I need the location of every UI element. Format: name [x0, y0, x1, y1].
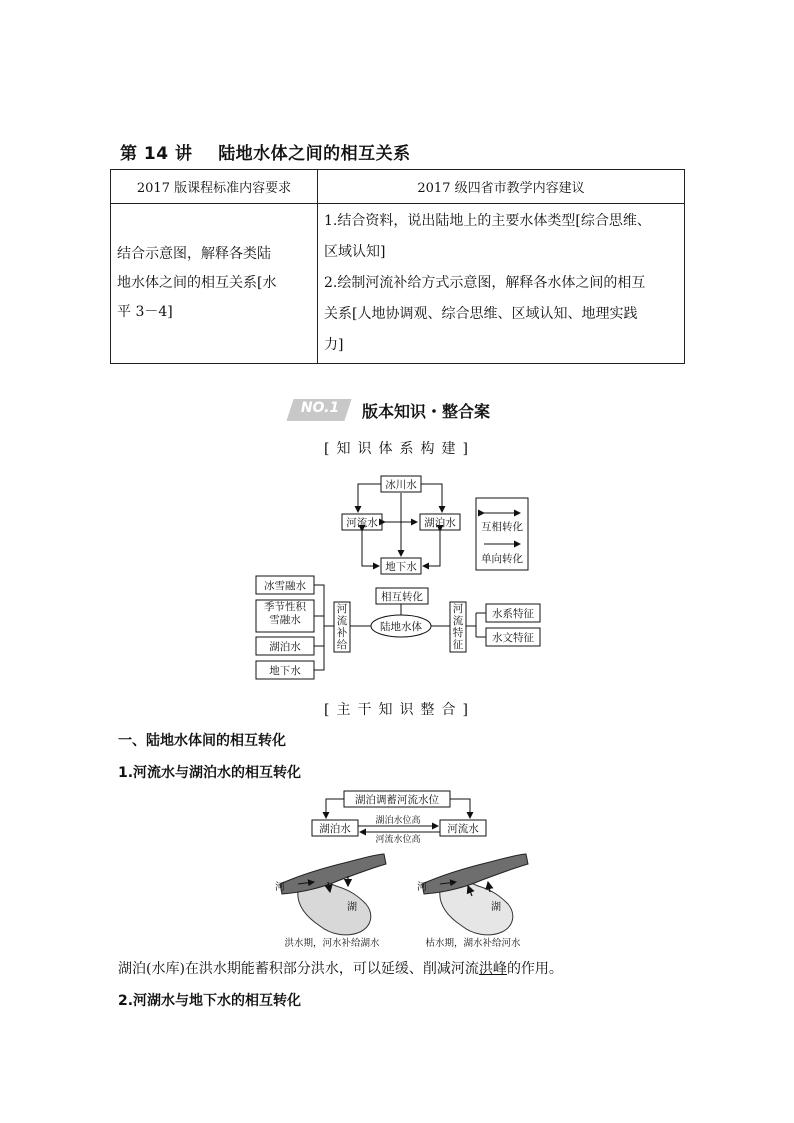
- arrow-upper-label: 湖泊水位高: [375, 816, 421, 826]
- section-heading: 一、陆地水体间的相互转化: [118, 733, 286, 749]
- dry-caption: 枯水期，湖水补给河水: [425, 938, 521, 949]
- flood-period-figure: [280, 854, 386, 935]
- supply-bracket: [314, 585, 334, 670]
- exchange-top-label: 湖泊调蓄河流水位: [355, 794, 439, 806]
- standard-line: 结合示意图，解释各类陆: [117, 246, 271, 262]
- node-lake-label: 湖泊水: [424, 517, 456, 529]
- body-paragraph: [118, 958, 563, 978]
- standard-line: 地水体之间的相互关系[水: [117, 275, 277, 291]
- suggestion-line: 力]: [324, 337, 344, 353]
- lesson-topic: 陆地水体之间的相互关系: [218, 144, 411, 164]
- standard-line: 平 3－4]: [117, 304, 173, 320]
- supply-item-label: 地下水: [269, 665, 301, 677]
- node-groundwater-label: 地下水: [385, 561, 417, 573]
- subsection-heading: 1.河流水与湖泊水的相互转化: [118, 765, 302, 781]
- concept-map: [250, 470, 550, 685]
- node-glacier-label: 冰川水: [385, 479, 417, 491]
- flood-river-label: 河: [275, 882, 285, 893]
- node-river-label: 河流水: [346, 517, 378, 529]
- feature-bracket: [466, 613, 486, 637]
- dry-period-figure: [422, 854, 528, 935]
- subhead-knowledge-system: [知识体系构建]: [324, 441, 475, 457]
- teaching-suggestion-cell: [318, 204, 685, 364]
- arrow-glacier-to-lake: [421, 484, 442, 512]
- banner-title: 版本知识・整合案: [362, 402, 491, 421]
- banner-badge-label: NO.1: [300, 400, 340, 416]
- table-header-standard: 2017 版课程标准内容要求: [111, 170, 318, 204]
- supply-item-label: 湖泊水: [269, 641, 301, 653]
- lesson-title: [120, 139, 411, 164]
- suggestion-line: 区域认知]: [324, 244, 386, 260]
- lake-river-figures: [268, 846, 538, 951]
- supply-item-label: 季节性积雪融水: [264, 601, 306, 626]
- suggestion-line: 2.绘制河流补给方式示意图，解释各水体之间的相互: [324, 275, 646, 291]
- paragraph-text: 湖泊(水库)在洪水期能蓄积部分洪水，可以延缓、削减河流: [118, 961, 479, 977]
- exchange-right-label: 河流水: [447, 823, 479, 835]
- exchange-left-label: 湖泊水: [319, 823, 351, 835]
- suggestion-line: 1.结合资料，说出陆地上的主要水体类型[综合思维、: [324, 213, 651, 229]
- feature-item-label: 水文特征: [492, 632, 534, 644]
- mutual-transform-label: 相互转化: [381, 591, 423, 603]
- arrow-lower-label: 河流水位高: [375, 835, 421, 844]
- arrow-glacier-to-river: [358, 484, 381, 512]
- river-supply-label: 河流补给: [336, 603, 348, 651]
- table-header-suggestion: 2017 级四省市教学内容建议: [318, 170, 685, 204]
- flood-lake-label: 湖: [347, 902, 357, 913]
- paragraph-underlined-term: 洪峰: [478, 961, 507, 977]
- paragraph-text-end: 的作用。: [506, 961, 563, 977]
- legend-mutual-label: 互相转化: [481, 521, 523, 533]
- legend-oneway-label: 单向转化: [481, 553, 523, 565]
- arrow-river-groundwater-mutual: [362, 531, 379, 566]
- standard-requirement-cell: [111, 204, 318, 364]
- exchange-diagram: [300, 786, 500, 844]
- dry-river-label: 河: [417, 882, 427, 893]
- suggestion-line: 关系[人地协调观、综合思维、区域认知、地理实践: [324, 306, 638, 322]
- standards-table: [110, 169, 685, 364]
- feature-item-label: 水系特征: [492, 608, 534, 620]
- supply-item-label: 冰雪融水: [264, 580, 306, 592]
- center-label: 陆地水体: [380, 621, 422, 633]
- lesson-number: 第 14 讲: [120, 144, 193, 164]
- subhead-main-knowledge: [主干知识整合]: [324, 702, 475, 718]
- arrow-lake-groundwater-mutual: [423, 531, 440, 566]
- subsection-heading: 2.河湖水与地下水的相互转化: [118, 993, 302, 1009]
- river-features-label: 河流特征: [452, 603, 464, 651]
- dry-lake-label: 湖: [491, 902, 501, 913]
- flood-caption: 洪水期，河水补给湖水: [284, 938, 380, 949]
